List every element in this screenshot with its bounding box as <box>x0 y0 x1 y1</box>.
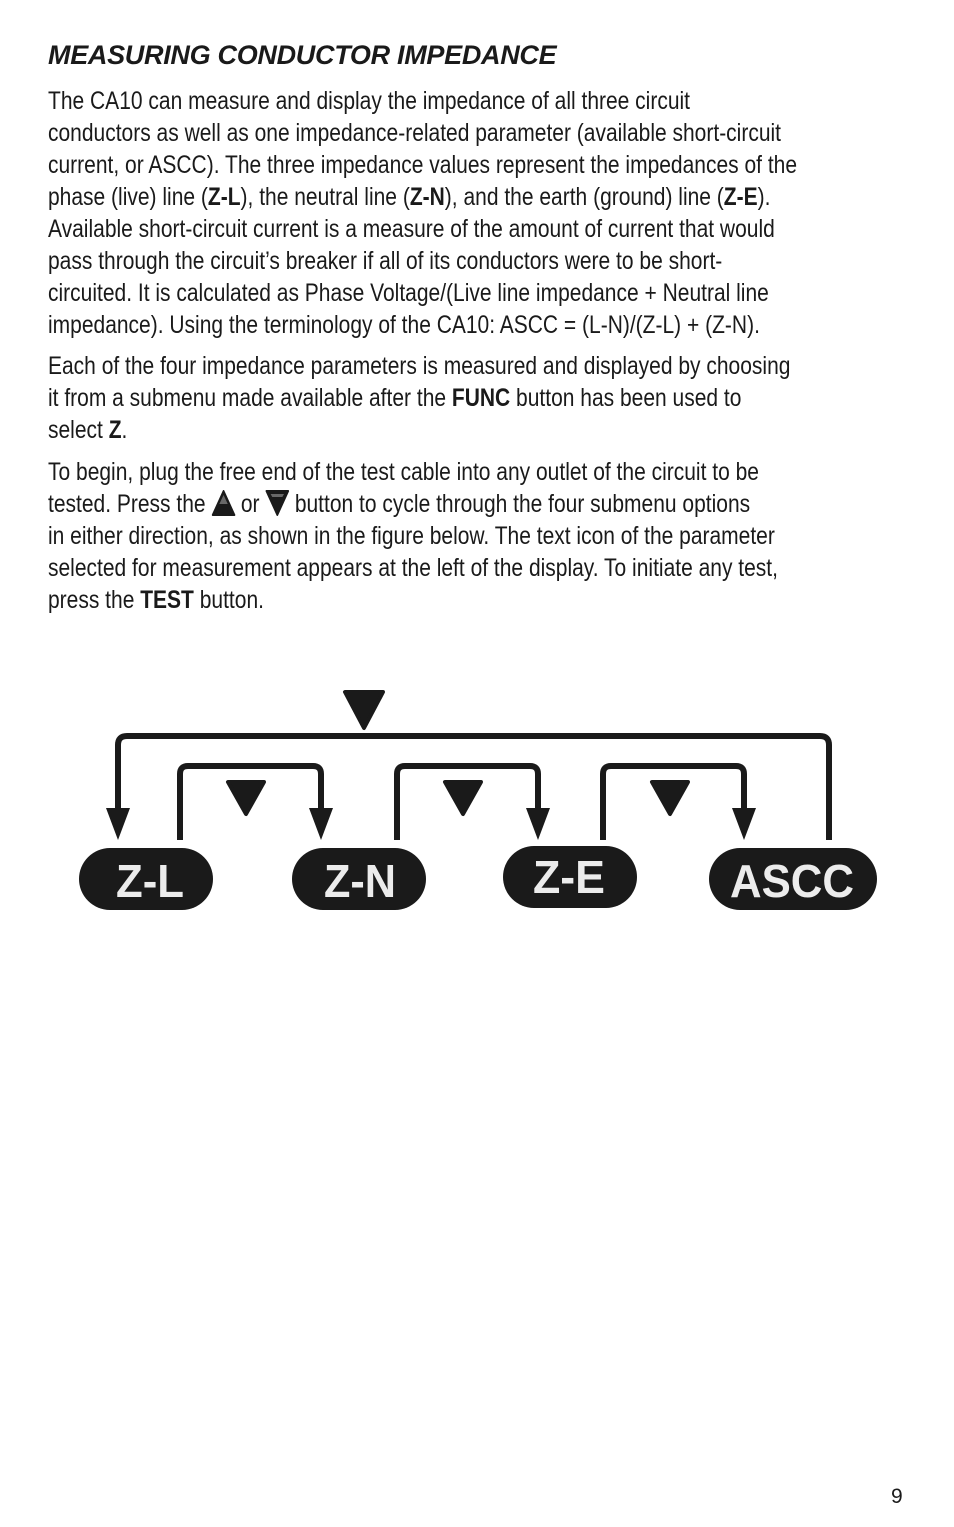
up-triangle-icon <box>211 489 236 517</box>
paragraph-begin <box>48 456 918 616</box>
text-line: current, or ASCC). The three impedance values represent the impedances of the <box>48 151 798 179</box>
text-line <box>48 181 779 213</box>
down-button-icon-2 <box>445 782 481 814</box>
bold-term-zn: Z-N <box>409 183 445 211</box>
option-label-zn: Z-N <box>324 855 396 907</box>
bold-term-z: Z <box>108 416 122 444</box>
bold-term-ze: Z-E <box>723 183 758 211</box>
paragraph-intro <box>48 85 918 341</box>
text-line: impedance). Using the terminology of the CA10: ASCC = (L-N)/(Z-L) + (Z-N). <box>48 311 760 339</box>
text-line: selected for measurement appears at the left of the display. To initiate any test, <box>48 554 778 582</box>
text-run: ), the neutral line ( <box>240 183 410 211</box>
text-line: in either direction, as shown in the figure below. The text icon of the parameter <box>48 522 775 550</box>
down-button-icon-1 <box>228 782 264 814</box>
text-line <box>48 488 779 520</box>
text-run: press the <box>48 586 141 614</box>
text-line: circuited. It is calculated as Phase Voltage/(Live line impedance + Neutral line <box>48 279 769 307</box>
text-line: pass through the circuit’s breaker if all of its conductors were to be short- <box>48 247 723 275</box>
option-label-ze: Z-E <box>533 851 605 903</box>
text-run: phase (live) line ( <box>48 183 208 211</box>
text-run: it from a submenu made available after the <box>48 384 452 412</box>
down-button-icon-3 <box>652 782 688 814</box>
text-run: button has been used to <box>510 384 742 412</box>
text-line: Available short-circuit current is a measure of the amount of current that would <box>48 215 775 243</box>
text-run: or <box>240 490 260 518</box>
text-line: conductors as well as one impedance-related parameter (available short-circuit <box>48 119 782 147</box>
text-run: ). <box>757 183 771 211</box>
option-label-ascc: ASCC <box>730 855 854 907</box>
outer-arrow-head <box>106 808 130 840</box>
text-run: button to cycle through the four submenu options <box>294 490 751 518</box>
text-line: To begin, plug the free end of the test cable into any outlet of the circuit to be <box>48 458 759 486</box>
bold-term-test: TEST <box>140 586 194 614</box>
option-pill-ze <box>503 846 637 908</box>
arrow-head-ascc <box>732 808 756 840</box>
text-line <box>48 382 779 414</box>
option-pill-zl <box>79 848 213 910</box>
text-run: tested. Press the <box>48 490 206 518</box>
option-pill-ascc <box>709 848 877 910</box>
bold-term-func: FUNC <box>451 384 511 412</box>
bold-term-zl: Z-L <box>207 183 241 211</box>
text-line <box>48 414 779 446</box>
submenu-cycle-diagram <box>0 640 954 930</box>
arrow-head-zn <box>309 808 333 840</box>
text-line <box>48 584 779 616</box>
text-run: ), and the earth (ground) line ( <box>444 183 724 211</box>
arrow-head-ze <box>526 808 550 840</box>
page-number: 9 <box>891 1485 903 1508</box>
option-label-zl: Z-L <box>116 855 184 907</box>
text-line: Each of the four impedance parameters is measured and displayed by choosing <box>48 352 791 380</box>
down-triangle-icon <box>265 489 290 517</box>
section-heading: MEASURING CONDUCTOR IMPEDANCE <box>48 40 557 70</box>
text-run: . <box>121 416 128 444</box>
text-line: The CA10 can measure and display the impedance of all three circuit <box>48 87 691 115</box>
top-down-button-icon <box>345 692 383 728</box>
option-pill-zn <box>292 848 426 910</box>
text-run: button. <box>193 586 264 614</box>
paragraph-submenu <box>48 350 918 446</box>
text-run: select <box>48 416 109 444</box>
